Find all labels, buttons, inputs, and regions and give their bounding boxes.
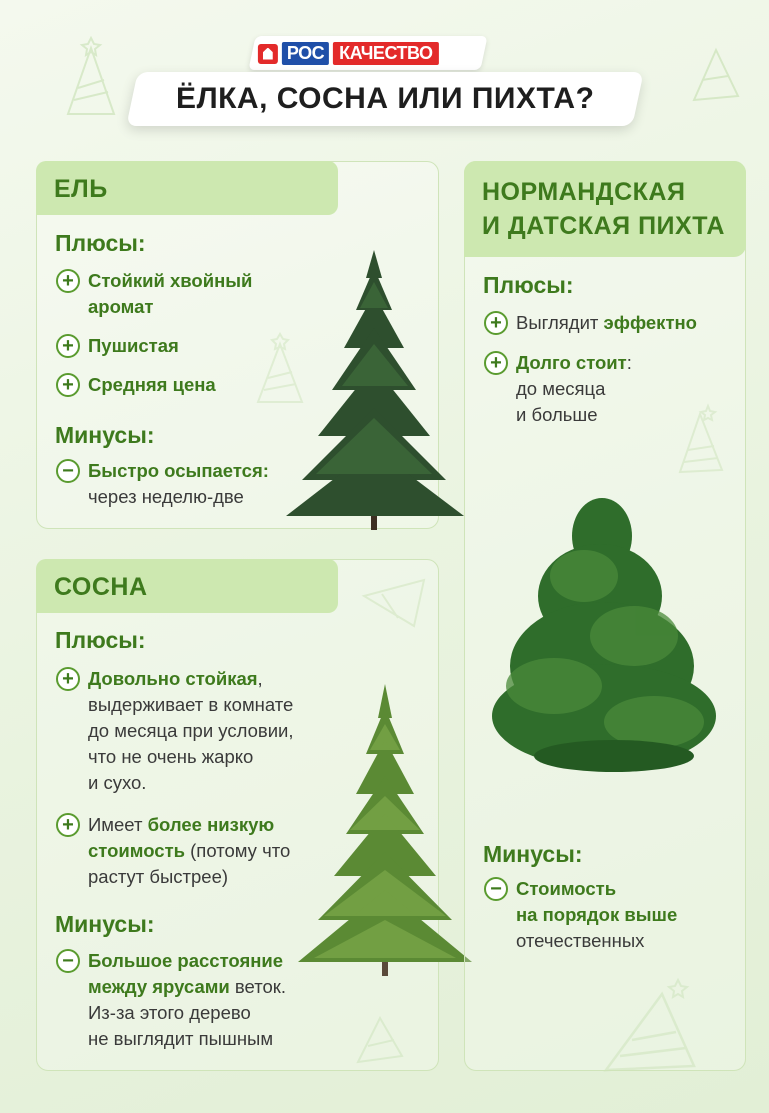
sosna-heading (36, 559, 338, 613)
el-plus3: Средняя цена (88, 374, 216, 395)
sosna-plus1-l4: что не очень жарко (88, 746, 254, 767)
el-minus1-rest: через неделю-две (88, 486, 244, 507)
pikhta-plus2-l3: и больше (516, 404, 598, 425)
minus-icon: − (484, 877, 508, 901)
house-logo-icon (258, 43, 278, 63)
pikhta-minus1-bold2: на порядок выше (516, 904, 678, 925)
sosna-minus1-bold2: между ярусами (88, 976, 230, 997)
el-heading (36, 161, 338, 215)
sosna-plus1-comma: , (257, 668, 263, 689)
sosna-minus1-bold1: Большое расстояние (88, 950, 284, 971)
christmas-tree-deco-icon (676, 40, 746, 110)
pikhta-plus-item-2 (484, 350, 632, 428)
pikhta-minus1-bold1: Стоимость (516, 878, 617, 899)
pikhta-plus2-colon: : (626, 352, 632, 373)
sosna-minus1-l3: Из-за этого дерево (88, 1002, 251, 1023)
title-banner (126, 72, 643, 126)
plus-icon: + (484, 351, 508, 375)
sosna-plus2-pre: Имеет (88, 814, 148, 835)
sosna-pluses-label: Плюсы: (55, 627, 146, 653)
sosna-plus1-l5: и сухо. (88, 772, 147, 793)
pikhta-minus1-l3: отечественных (516, 930, 645, 951)
minus-icon: − (56, 459, 80, 483)
plus-icon: + (56, 269, 80, 293)
pikhta-minus-item-1 (484, 876, 677, 954)
sosna-plus2-bold2: стоимость (88, 840, 185, 861)
el-minus-item-1 (56, 458, 269, 510)
sosna-plus1-l3: до месяца при условии, (88, 720, 294, 741)
pikhta-heading-l1: НОРМАНДСКАЯ (482, 178, 686, 206)
pine-tree-image (296, 684, 476, 980)
sosna-plus2-bold1: более низкую (147, 814, 275, 835)
el-minus1-bold: Быстро осыпается: (88, 460, 269, 481)
sosna-plus1-l2: выдерживает в комнате (88, 694, 294, 715)
el-plus2: Пушистая (88, 335, 179, 356)
pikhta-minuses-label: Минусы: (483, 841, 583, 867)
sosna-plus-item-1 (56, 666, 294, 796)
sosna-minus1-l4: не выглядит пышным (88, 1028, 274, 1049)
sosna-plus2-rest: (потому что (185, 840, 291, 861)
pikhta-plus2-l2: до месяца (516, 378, 606, 399)
sosna-minus1-rest: веток. (229, 976, 287, 997)
el-plus-item-1 (56, 268, 252, 320)
brand-ros: РОС (282, 42, 329, 65)
fir-tree-image (484, 496, 728, 776)
pikhta-plus2-bold: Долго стоит (516, 352, 627, 373)
pikhta-plus1-pre: Выглядит (516, 312, 604, 333)
plus-icon: + (484, 311, 508, 335)
sosna-heading-text: СОСНА (54, 573, 148, 601)
el-plus1-b: аромат (88, 296, 154, 317)
page-title: ЁЛКА, СОСНА ИЛИ ПИХТА? (175, 82, 595, 115)
sosna-minus-item-1 (56, 948, 286, 1052)
sosna-plus-item-2 (56, 812, 290, 890)
plus-icon: + (56, 373, 80, 397)
plus-icon: + (56, 334, 80, 358)
el-minuses-label: Минусы: (55, 422, 155, 448)
el-pluses-label: Плюсы: (55, 230, 146, 256)
sosna-plus2-l3: растут быстрее) (88, 866, 229, 887)
brand-logo (248, 36, 487, 70)
plus-icon: + (56, 667, 80, 691)
el-plus-item-2 (56, 333, 179, 359)
pikhta-plus-item-1 (484, 310, 697, 336)
pikhta-heading-l2: И ДАТСКАЯ ПИХТА (482, 212, 725, 240)
pikhta-heading (464, 161, 746, 257)
sosna-minuses-label: Минусы: (55, 911, 155, 937)
spruce-tree-image (282, 248, 468, 532)
pikhta-pluses-label: Плюсы: (483, 272, 574, 298)
sosna-plus1-bold: Довольно стойкая (88, 668, 258, 689)
el-plus1-a: Стойкий хвойный (88, 270, 253, 291)
christmas-tree-deco-icon (56, 34, 126, 124)
plus-icon: + (56, 813, 80, 837)
brand-kachestvo: КАЧЕСТВО (333, 42, 438, 65)
pikhta-plus1-bold: эффектно (603, 312, 697, 333)
minus-icon: − (56, 949, 80, 973)
el-plus-item-3 (56, 372, 216, 398)
el-heading-text: ЕЛЬ (54, 175, 108, 203)
